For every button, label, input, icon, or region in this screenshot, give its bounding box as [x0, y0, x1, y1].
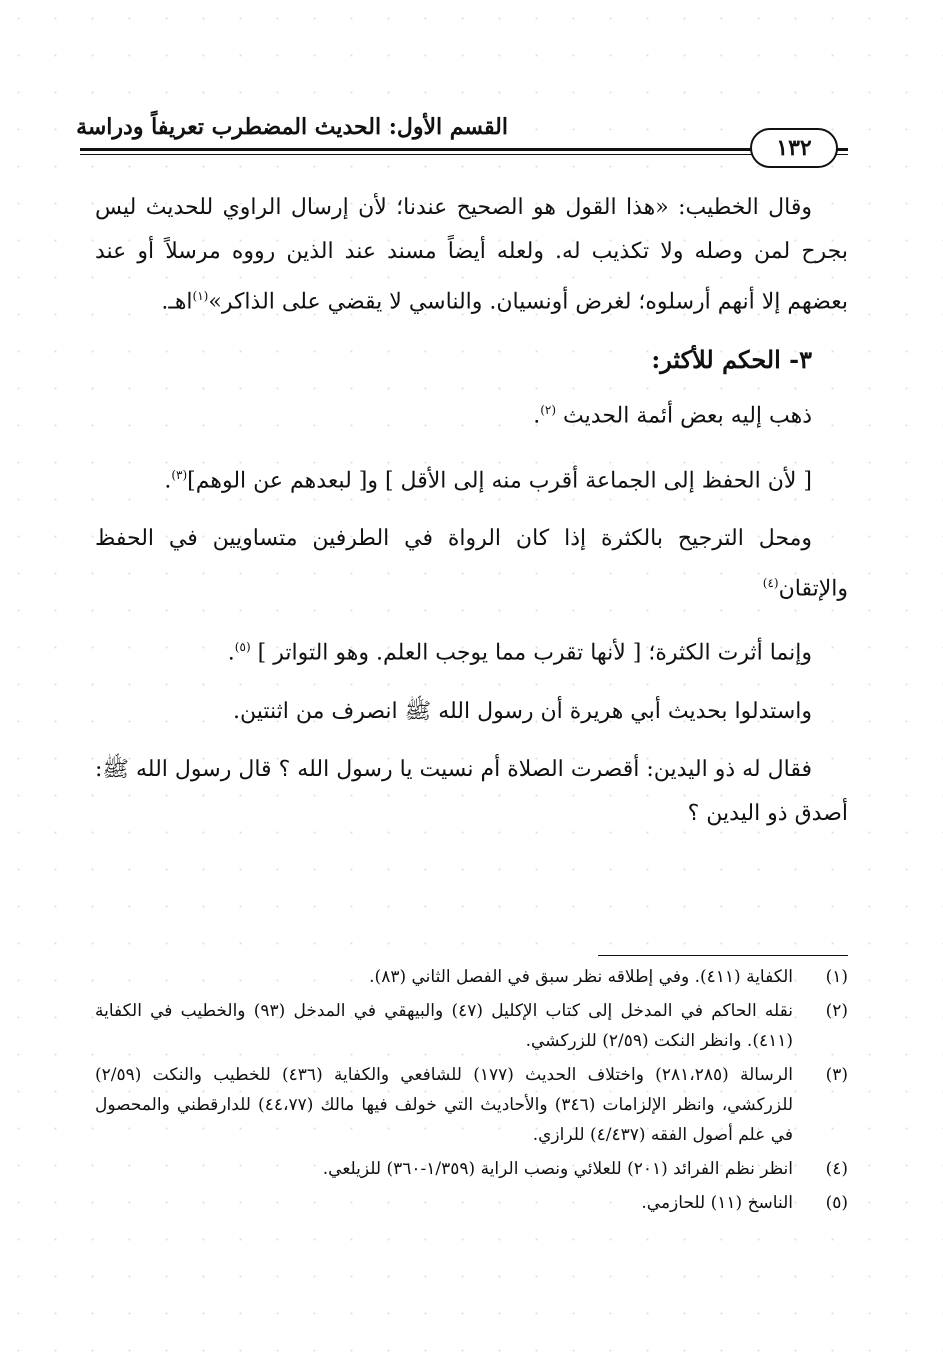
main-text — [95, 186, 848, 850]
paragraph-text: ذهب إليه بعض أئمة الحديث — [563, 403, 812, 429]
paragraph-tawatur — [95, 625, 848, 675]
footnote-ref: (٣) — [171, 467, 188, 482]
footnote-3 — [95, 1060, 848, 1150]
footnote-text: الناسخ (١١) للحازمي. — [641, 1193, 793, 1213]
footnote-ref: (٥) — [234, 640, 251, 655]
paragraph-end: . — [533, 403, 541, 429]
footnotes — [95, 962, 848, 1222]
footnote-1 — [95, 962, 848, 992]
paragraph-dhul-yadayn: فقال له ذو اليدين: أقصرت الصلاة أم نسيت يا رسول الله ؟ قال رسول الله ﷺ: أصدق ذو اليدين ؟ — [95, 756, 848, 826]
footnote-ref: (٢) — [540, 403, 557, 418]
paragraph-majority-view — [95, 388, 848, 438]
paragraph-condition — [95, 517, 848, 611]
footnote-4 — [95, 1154, 848, 1184]
footnote-text: نقله الحاكم في المدخل إلى كتاب الإكليل (٤٧) والبيهقي في المدخل (٩٣) والخطيب في الكفاية (٤١١). وانظر النكت (٢/٥٩) للزركشي. — [95, 1001, 793, 1051]
footnote-number: (٣) — [825, 1065, 848, 1085]
footnote-2 — [95, 996, 848, 1056]
paragraph-text: وإنما أثرت الكثرة؛ [ لأنها تقرب مما يوجب العلم. وهو التواتر ] — [257, 640, 812, 666]
paragraph-end: . — [164, 467, 172, 493]
paragraph-text: ومحل الترجيح بالكثرة إذا كان الرواة في الطرفين متساويين في الحفظ والإتقان — [95, 525, 848, 602]
footnote-text: الكفاية (٤١١). وفي إطلاقه نظر سبق في الفصل الثاني (٨٣). — [369, 967, 793, 987]
paragraph-evidence: واستدلوا بحديث أبي هريرة أن رسول الله ﷺ انصرف من اثنتين. — [233, 698, 812, 724]
header-title: القسم الأول: الحديث المضطرب تعريفاً ودراسة — [76, 114, 508, 140]
footnote-ref: (٤) — [762, 575, 779, 590]
page-number: ١٣٢ — [750, 128, 838, 168]
footnote-number: (٤) — [825, 1159, 848, 1179]
footnote-text: الرسالة (٢٨١،٢٨٥) واختلاف الحديث (١٧٧) للشافعي والكفاية (٤٣٦) للخطيب والنكت (٢/٥٩) للزركشي، وانظر الإلزامات (٣٤٦) والأحاديث التي خولف فيها مالك (٤٤،٧٧) للدارقطني والمحصول في علم أصول الفقه (٤/٤٣٧) للرازي. — [95, 1065, 794, 1145]
footnote-number: (٢) — [825, 1001, 848, 1021]
footnote-number: (٥) — [825, 1193, 848, 1213]
paragraph-khatib-quote — [95, 186, 848, 324]
paragraph-text: وقال الخطيب: «هذا القول هو الصحيح عندنا؛ لأن إرسال الراوي للحديث ليس بجرح لمن وصله ولا تكذيب له. ولعله أيضاً مسند عند الذين رووه مرسلاً أو عند بعضهم إلا أنهم أرسلوه؛ لغرض أونسيان. والناسي لا يقضي على الذاكر» — [95, 195, 848, 315]
page-header — [76, 104, 848, 174]
footnote-5 — [95, 1188, 848, 1218]
footnote-separator — [598, 955, 848, 956]
footnote-number: (١) — [825, 967, 848, 987]
header-rule-thick — [80, 148, 848, 151]
paragraph-end: اهـ. — [161, 289, 193, 315]
section-heading: ٣- الحكم للأكثر: — [651, 345, 812, 375]
paragraph-text: [ لأن الحفظ إلى الجماعة أقرب منه إلى الأقل ] و[ لبعدهم عن الوهم] — [187, 467, 812, 493]
footnote-text: انظر نظم الفرائد (٢٠١) للعلائي ونصب الراية (١/٣٥٩-٣٦٠) للزيلعي. — [322, 1159, 793, 1179]
header-rule-thin — [80, 154, 848, 155]
footnote-ref: (١) — [192, 289, 209, 303]
paragraph-reason — [95, 453, 848, 503]
paragraph-end: . — [227, 640, 235, 666]
